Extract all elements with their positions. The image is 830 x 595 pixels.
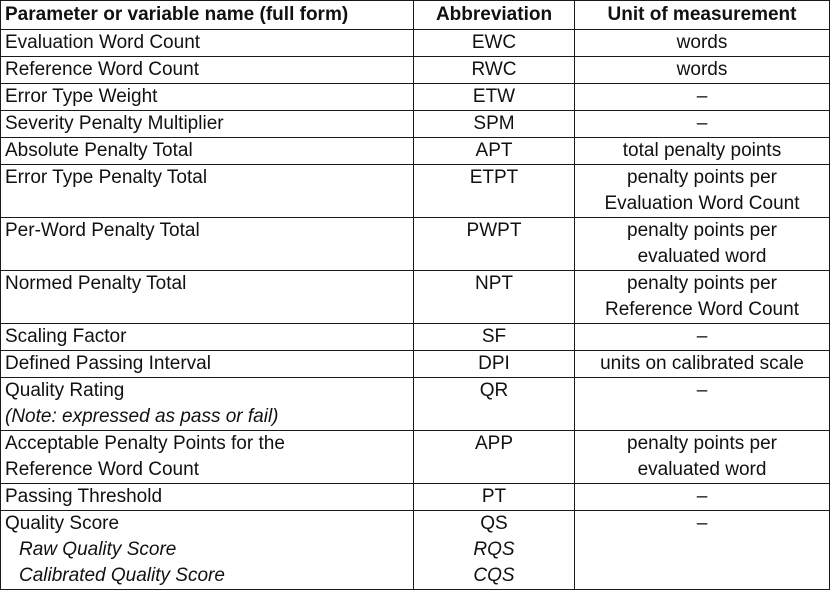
parameter-name-cell bbox=[1, 511, 414, 590]
unit-text: evaluated word bbox=[637, 459, 767, 480]
header-abbreviation: Abbreviation bbox=[414, 1, 575, 30]
abbreviation-text: SPM bbox=[473, 113, 515, 134]
unit-cell bbox=[575, 431, 830, 484]
abbreviation-cell bbox=[414, 484, 575, 511]
abbreviation-cell bbox=[414, 431, 575, 484]
unit-cell bbox=[575, 111, 830, 138]
unit-text: penalty points per bbox=[627, 433, 777, 454]
unit-cell bbox=[575, 84, 830, 111]
unit-text: words bbox=[676, 59, 728, 80]
unit-text: – bbox=[696, 380, 708, 401]
unit-cell bbox=[575, 165, 830, 218]
unit-cell bbox=[575, 511, 830, 590]
table-row bbox=[1, 218, 830, 271]
abbreviation-text: ETW bbox=[472, 86, 516, 107]
parameter-name-cell bbox=[1, 431, 414, 484]
parameter-name-cell bbox=[1, 111, 414, 138]
parameter-name-cell bbox=[1, 271, 414, 324]
abbreviation-cell bbox=[414, 351, 575, 378]
unit-cell bbox=[575, 324, 830, 351]
parameter-name-text: Error Type Weight bbox=[5, 86, 158, 107]
abbreviation-text: APP bbox=[474, 433, 514, 454]
table-row bbox=[1, 378, 830, 431]
parameter-name-text: (Note: expressed as pass or fail) bbox=[5, 406, 279, 427]
table-row bbox=[1, 271, 830, 324]
parameter-name-cell bbox=[1, 351, 414, 378]
table-row bbox=[1, 431, 830, 484]
table-row bbox=[1, 111, 830, 138]
parameter-name-text: Acceptable Penalty Points for the bbox=[5, 433, 285, 454]
parameter-name-cell bbox=[1, 378, 414, 431]
unit-text: penalty points per bbox=[627, 167, 777, 188]
parameter-name-cell bbox=[1, 138, 414, 165]
parameter-name-text: Error Type Penalty Total bbox=[5, 167, 208, 188]
unit-cell bbox=[575, 30, 830, 57]
abbreviation-cell bbox=[414, 138, 575, 165]
parameter-name-cell bbox=[1, 484, 414, 511]
table-row bbox=[1, 165, 830, 218]
header-row bbox=[1, 1, 830, 30]
parameter-name-cell bbox=[1, 57, 414, 84]
unit-cell bbox=[575, 57, 830, 84]
parameter-name-text: Reference Word Count bbox=[5, 59, 199, 80]
unit-text: units on calibrated scale bbox=[600, 353, 804, 374]
unit-text: total penalty points bbox=[622, 140, 782, 161]
abbreviation-text: QS bbox=[480, 513, 508, 534]
unit-text: – bbox=[696, 486, 708, 507]
abbreviation-cell bbox=[414, 84, 575, 111]
unit-text: penalty points per bbox=[627, 220, 777, 241]
parameter-name-cell bbox=[1, 324, 414, 351]
header-unit: Unit of measurement bbox=[575, 1, 830, 30]
table-row bbox=[1, 324, 830, 351]
parameter-name-text: Defined Passing Interval bbox=[5, 353, 211, 374]
abbreviation-text: RQS bbox=[473, 539, 515, 560]
abbreviation-cell bbox=[414, 324, 575, 351]
table-row bbox=[1, 138, 830, 165]
abbreviation-cell bbox=[414, 511, 575, 590]
abbreviation-text: EWC bbox=[471, 32, 517, 53]
abbreviation-text: PT bbox=[481, 486, 507, 507]
abbreviation-cell bbox=[414, 378, 575, 431]
unit-cell bbox=[575, 378, 830, 431]
parameter-name-text: Per-Word Penalty Total bbox=[5, 220, 200, 241]
table-row bbox=[1, 57, 830, 84]
abbreviation-text: PWPT bbox=[466, 220, 522, 241]
unit-text: Evaluation Word Count bbox=[604, 193, 800, 214]
unit-text: – bbox=[696, 113, 708, 134]
unit-text: – bbox=[696, 513, 708, 534]
abbreviation-text: NPT bbox=[475, 273, 513, 294]
abbreviation-text: CQS bbox=[473, 565, 515, 586]
parameter-name-text: Scaling Factor bbox=[5, 326, 127, 347]
abbreviation-text: ETPT bbox=[469, 167, 519, 188]
unit-text: words bbox=[676, 32, 728, 53]
abbreviation-text: DPI bbox=[478, 353, 510, 374]
abbreviation-cell bbox=[414, 218, 575, 271]
parameter-name-text: Evaluation Word Count bbox=[5, 32, 201, 53]
parameter-name-cell bbox=[1, 30, 414, 57]
abbreviation-text: SF bbox=[481, 326, 507, 347]
parameter-name-text: Severity Penalty Multiplier bbox=[5, 113, 224, 134]
parameter-name-text: Quality Score bbox=[5, 513, 120, 534]
abbreviation-text: APT bbox=[475, 140, 513, 161]
table-row bbox=[1, 84, 830, 111]
table-row bbox=[1, 484, 830, 511]
unit-text: – bbox=[696, 326, 708, 347]
unit-text: Reference Word Count bbox=[605, 299, 799, 320]
parameter-name-text: Reference Word Count bbox=[5, 459, 199, 480]
parameter-name-cell bbox=[1, 84, 414, 111]
abbreviation-cell bbox=[414, 165, 575, 218]
parameter-name-text: Calibrated Quality Score bbox=[19, 565, 225, 586]
table-row bbox=[1, 511, 830, 590]
abbreviation-text: QR bbox=[479, 380, 509, 401]
unit-cell bbox=[575, 484, 830, 511]
abbreviation-cell bbox=[414, 111, 575, 138]
abbreviation-cell bbox=[414, 271, 575, 324]
parameter-name-text: Raw Quality Score bbox=[19, 539, 177, 560]
parameter-name-text: Quality Rating bbox=[5, 380, 125, 401]
header-parameter-name: Parameter or variable name (full form) bbox=[1, 1, 414, 30]
parameter-name-text: Normed Penalty Total bbox=[5, 273, 187, 294]
abbreviation-text: RWC bbox=[471, 59, 517, 80]
table-body bbox=[1, 30, 830, 590]
unit-text: – bbox=[696, 86, 708, 107]
abbreviation-cell bbox=[414, 30, 575, 57]
parameter-name-cell bbox=[1, 165, 414, 218]
unit-cell bbox=[575, 351, 830, 378]
unit-cell bbox=[575, 218, 830, 271]
table-row bbox=[1, 30, 830, 57]
parameter-name-text: Absolute Penalty Total bbox=[5, 140, 193, 161]
unit-text: penalty points per bbox=[627, 273, 777, 294]
abbreviation-cell bbox=[414, 57, 575, 84]
parameter-name-text: Passing Threshold bbox=[5, 486, 163, 507]
unit-cell bbox=[575, 271, 830, 324]
parameter-name-cell bbox=[1, 218, 414, 271]
unit-text: evaluated word bbox=[637, 246, 767, 267]
table-row bbox=[1, 351, 830, 378]
unit-cell bbox=[575, 138, 830, 165]
